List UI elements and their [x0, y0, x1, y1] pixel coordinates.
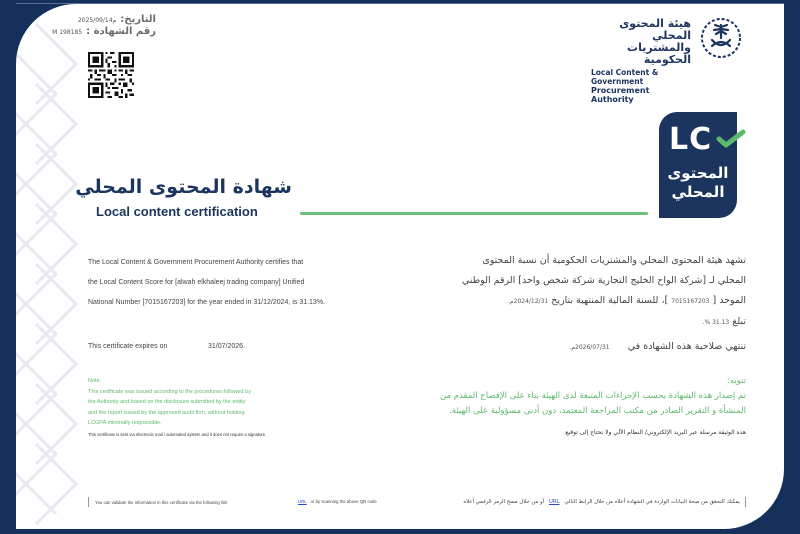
body-en: [88, 253, 408, 313]
checkmark-icon: [716, 129, 746, 149]
fiscal-year-end: 2024/12/31م.: [508, 298, 549, 305]
footer-en-divider: [88, 497, 89, 507]
certificate-meta: [52, 14, 156, 40]
authority-name-en-1: Local Content & Government: [591, 68, 659, 86]
lc-badge: [659, 112, 737, 218]
authority-name-en-2: Procurement Authority: [591, 86, 650, 104]
note-en-line-1: This certificate was issued according to the procedures followed by: [88, 388, 251, 395]
body-ar-line-1: تشهد هيئة المحتوى المحلي والمشتريات الحكومية أن نسبة المحتوى: [482, 255, 746, 266]
note-en-label: Note:: [88, 378, 102, 384]
authority-logo-icon: [699, 16, 743, 60]
score-value: 31.13 %.: [702, 319, 730, 326]
body-ar-line-3: [416, 291, 746, 312]
cert-number-value: M 198185: [52, 29, 83, 36]
note-en-line-4: LCGPA minimally responsible.: [88, 420, 162, 426]
title-divider: [300, 212, 648, 215]
authority-name: [591, 18, 691, 104]
footer-en-text: You can validate the information in this certificate via the following link: [95, 499, 228, 505]
decorative-pattern-icon: [16, 4, 96, 529]
footer-en-link-group: [298, 499, 377, 504]
authority-name-ar-1: هيئة المحتوى المحلي: [619, 17, 691, 42]
note-en-line-3: and the report issued by the approved audit firm, without holding: [88, 409, 245, 416]
date-value: 2025/09/14م: [77, 17, 117, 24]
date-row: [78, 14, 156, 25]
note-en-system: This certificate is sent via electronic mail / automated system and it does not require a signature.: [88, 432, 267, 437]
note-ar-line-2: المنشأة و التقرير الصادر من مكتب المراجعة المعتمد، دون أدنى مسؤولية على الهيئة.: [449, 406, 746, 416]
qr-code-icon[interactable]: [88, 52, 134, 98]
footer-ar-divider: [745, 497, 746, 507]
lc-badge-text-2: المحلي: [671, 183, 725, 201]
footer-ar-prefix: يمكنك التحقق من صحة البيانات الواردة في الشهادة أعلاه من خلال الرابط التالي: [564, 499, 740, 505]
expiry-ar-label: تنتهي صلاحية هذه الشهادة في: [627, 341, 746, 352]
title-en: Local content certification: [96, 204, 258, 219]
expiry-ar: [416, 337, 746, 358]
body-ar-line-4-prefix: تبلغ: [732, 316, 746, 327]
lc-letters: LC: [669, 122, 713, 157]
certificate-card: [16, 4, 784, 529]
note-ar-label: تنويه:: [726, 376, 746, 386]
lc-badge-text-1: المحتوى: [667, 164, 729, 182]
expiry-en-value: 31/07/2026.: [208, 343, 245, 350]
footer-ar: [436, 497, 746, 507]
body-ar-line-2: المحلي لـ [شركة الواح الخليج التجارية شركة شخص واحد] الرقم الوطني: [461, 275, 746, 286]
note-ar-line-1: تم إصدار هذه الشهادة بحسب الإجراءات المتبعة لدى الهيئة بناء على الإفصاح المقدم من: [439, 391, 746, 401]
expiry-en-label: This certificate expires on: [88, 343, 168, 350]
note-en: [88, 376, 328, 429]
cert-number-label: رقم الشهادة :: [86, 26, 156, 37]
body-ar-line-4: [416, 312, 746, 333]
title-ar: شهادة المحتوى المحلي: [75, 176, 292, 198]
body-ar-line-3-middle: ]، للسنة المالية المنتهية بتاريخ: [551, 295, 669, 306]
cert-number-row: [52, 26, 156, 37]
body-ar: [416, 251, 746, 333]
expiry-ar-value: 2026/07/31م.: [569, 344, 610, 351]
body-en-line-2: the Local Content Score for [alwah elkhaleej trading company] Unified: [88, 279, 305, 286]
lc-badge-text: [659, 164, 737, 202]
body-ar-line-3-prefix: الموحد [: [712, 295, 746, 306]
body-en-line-3: National Number [7015167203] for the year ended in 31/12/2024, is 31.13%.: [88, 299, 325, 306]
unified-number: 7015167203: [671, 298, 710, 305]
body-en-line-1: The Local Content & Government Procurement Authority certifies that: [88, 259, 304, 266]
authority-name-ar-2: والمشتريات الحكومية: [627, 41, 691, 66]
note-ar-system: هذه الوثيقة مرسلة عبر البريد الإلكتروني/ النظام الآلي ولا تحتاج إلى توقيع: [565, 429, 746, 436]
footer-en-suffix: or by scanning the above QR code: [310, 499, 377, 504]
note-ar: [416, 374, 746, 419]
note-en-line-2: the Authority and based on the disclosure submitted by the entity: [88, 399, 246, 405]
footer-en: [88, 497, 227, 507]
footer-en-url-link[interactable]: URL: [298, 499, 307, 504]
footer-ar-url-link[interactable]: URL: [548, 499, 560, 505]
date-label: التاريخ:: [120, 14, 156, 25]
footer-ar-suffix: أو من خلال مسح الرمز الرقمي أعلاه: [463, 499, 544, 505]
